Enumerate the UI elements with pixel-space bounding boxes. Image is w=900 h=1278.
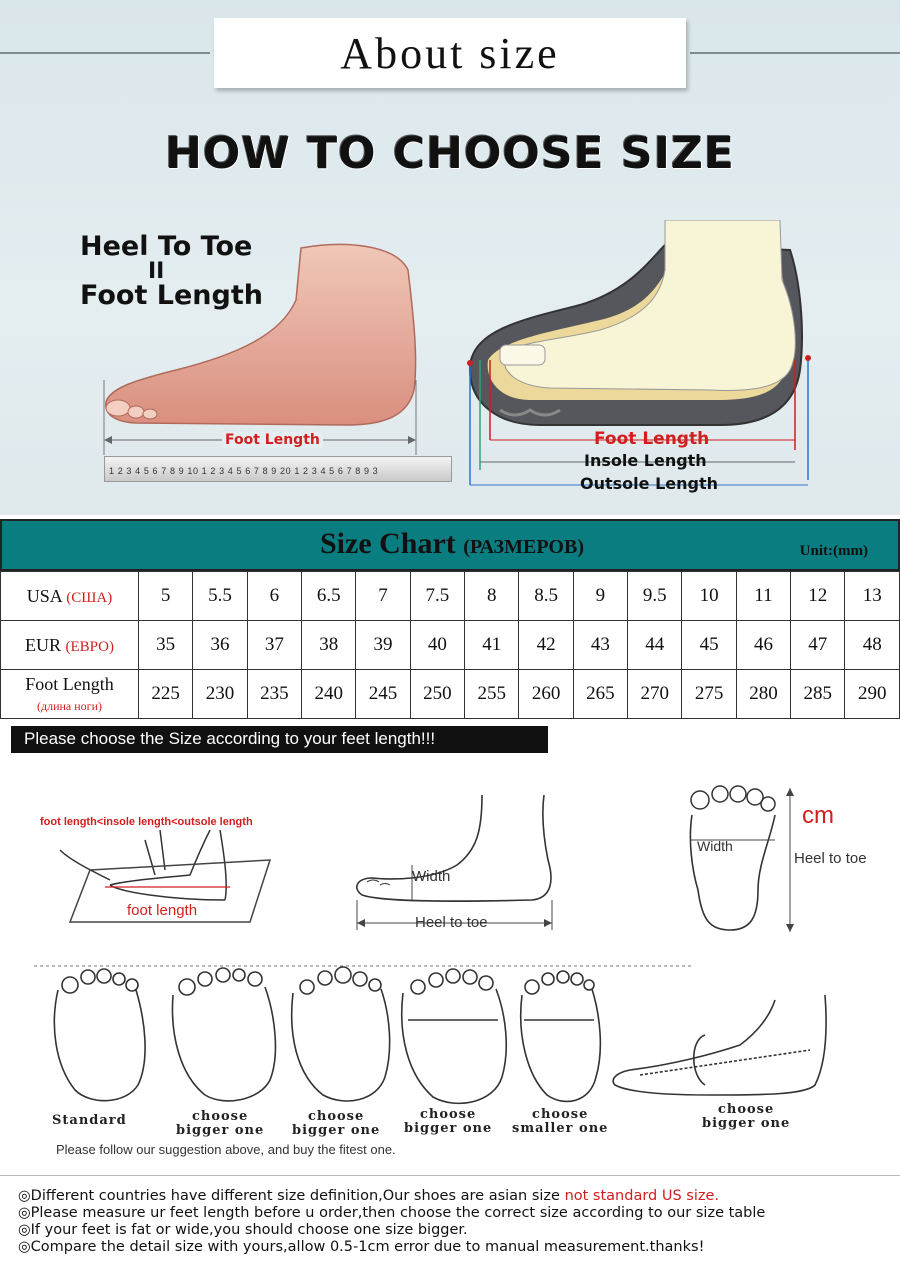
size-cell: 285 (791, 670, 845, 719)
bare-foot-illustration (96, 240, 426, 455)
size-cell: 35 (139, 621, 193, 670)
size-row-label-text: EUR (24, 634, 61, 655)
heel-to-toe-label: Heel to toe (415, 914, 488, 931)
cm-label: cm (802, 802, 834, 829)
size-row (1, 670, 900, 719)
size-cell: 44 (628, 621, 682, 670)
note-3: ◎If your feet is fat or wide,you should choose one size bigger. (18, 1222, 468, 1238)
size-cell: 8.5 (519, 572, 573, 621)
size-cell: 36 (193, 621, 247, 670)
size-cell: 5.5 (193, 572, 247, 621)
divider-line (690, 52, 900, 54)
size-cell: 48 (845, 621, 900, 670)
size-cell: 270 (628, 670, 682, 719)
foot-length-label: Foot Length (222, 432, 323, 448)
note-3-text: If your feet is fat or wide,you should choose one size bigger. (30, 1222, 468, 1238)
size-cell: 7.5 (410, 572, 464, 621)
width-sole-label: Width (697, 838, 733, 854)
foot-type-caption (176, 1110, 264, 1138)
foot-length-text: Foot Length (80, 280, 263, 312)
size-cell: 40 (410, 621, 464, 670)
size-row (1, 572, 900, 621)
note-2-text: Please measure ur feet length before u order,then choose the correct size according to our size table (30, 1205, 766, 1221)
size-cell: 250 (410, 670, 464, 719)
size-cell: 37 (247, 621, 301, 670)
foot-type-caption-line1: Standard (52, 1113, 127, 1128)
choose-size-banner: Please choose the Size according to your feet length!!! (11, 726, 548, 753)
foot-type-caption-line1: choose (717, 1102, 775, 1117)
how-to-choose-title: HOW TO CHOOSE SIZE (165, 128, 735, 179)
size-cell: 39 (356, 621, 410, 670)
size-cell: 275 (682, 670, 736, 719)
foot-type-caption-line1: choose (191, 1109, 249, 1124)
note-2: ◎Please measure ur feet length before u order,then choose the correct size according to our size table (18, 1205, 766, 1221)
unit-label: Unit:(mm) (799, 543, 868, 559)
size-cell: 260 (519, 670, 573, 719)
size-cell: 290 (845, 670, 900, 719)
equals-sign: II (148, 258, 165, 284)
foot-type-caption-line1: choose (307, 1109, 365, 1124)
foot-type-caption-line2: bigger one (176, 1123, 265, 1138)
size-chart-title-ru: (РАЗМЕРОВ) (463, 536, 584, 558)
size-cell: 240 (302, 670, 356, 719)
size-cell: 230 (193, 670, 247, 719)
size-cell: 8 (465, 572, 519, 621)
foot-type-caption (404, 1108, 492, 1136)
size-cell: 13 (845, 572, 900, 621)
size-cell: 5 (139, 572, 193, 621)
how-to-section (0, 0, 900, 515)
size-chart-header (0, 519, 900, 571)
size-cell: 280 (736, 670, 790, 719)
feet-types-drawing (40, 965, 860, 1110)
foot-standard (54, 969, 145, 1101)
ruler: 1 2 3 4 5 6 7 8 9 10 1 2 3 4 5 6 7 8 9 20 1 2 3 4 5 6 7 8 9 3 (104, 456, 452, 482)
size-cell: 12 (791, 572, 845, 621)
foot-type-caption-line2: bigger one (292, 1123, 381, 1138)
note-4: ◎Compare the detail size with yours,allow 0.5-1cm error due to manual measurement.thanks! (18, 1239, 705, 1255)
divider-line (0, 52, 210, 54)
size-row-label-ru: (ЕВРО) (65, 638, 114, 655)
foot-type-caption (702, 1103, 790, 1131)
heel-to-toe-text: Heel To Toe (80, 231, 253, 262)
size-cell: 11 (736, 572, 790, 621)
size-chart-title (2, 527, 900, 561)
size-cell: 6.5 (302, 572, 356, 621)
size-cell: 7 (356, 572, 410, 621)
foot-type-caption-line1: choose (419, 1107, 477, 1122)
heel-to-toe-sole-label: Heel to toe (794, 850, 867, 867)
size-cell: 47 (791, 621, 845, 670)
size-cell: 225 (139, 670, 193, 719)
foot-type-caption (292, 1110, 380, 1138)
note-1: ◎Different countries have different size definition,Our shoes are asian size not standard US size. (18, 1188, 720, 1204)
outsole-length-label: Outsole Length (580, 474, 718, 493)
note-1-highlight: not standard US size. (564, 1188, 720, 1204)
size-cell: 43 (573, 621, 627, 670)
size-table (0, 571, 900, 719)
size-row-label-ru: (длина ноги) (36, 699, 103, 713)
size-cell: 45 (682, 621, 736, 670)
length-comparison-text: foot length<insole length<outsole length (40, 816, 253, 828)
size-cell: 6 (247, 572, 301, 621)
note-4-text: Compare the detail size with yours,allow 0.5-1cm error due to manual measurement.thanks! (30, 1239, 705, 1255)
size-cell: 41 (465, 621, 519, 670)
note-1-text: Different countries have different size definition,Our shoes are asian size (30, 1188, 565, 1204)
size-cell: 42 (519, 621, 573, 670)
foot-type-caption-line2: bigger one (404, 1121, 493, 1136)
size-chart-title-text: Size Chart (319, 527, 456, 560)
shoe-foot-length-label: Foot Length (594, 429, 710, 449)
size-cell: 10 (682, 572, 736, 621)
insole-length-label: Insole Length (584, 451, 707, 470)
size-cell: 235 (247, 670, 301, 719)
size-cell: 46 (736, 621, 790, 670)
width-label: Width (412, 868, 451, 885)
size-row-label-text: Foot Length (25, 674, 114, 694)
size-cell: 9.5 (628, 572, 682, 621)
foot-type-caption (512, 1108, 608, 1136)
size-cell: 255 (465, 670, 519, 719)
foot-type-caption-line1: choose (532, 1107, 589, 1122)
size-row-label-text: USA (26, 585, 62, 606)
size-cell: 9 (573, 572, 627, 621)
size-row-label-ru: (США) (66, 589, 113, 606)
foot-type-caption-line2: bigger one (702, 1116, 791, 1131)
suggestion-text: Please follow our suggestion above, and buy the fitest one. (56, 1142, 396, 1157)
divider (0, 1175, 900, 1176)
size-row (1, 621, 900, 670)
foot-length-guide-label: foot length (127, 902, 198, 919)
size-chart (0, 519, 900, 719)
about-size-heading: About size (214, 18, 686, 88)
foot-type-caption (52, 1114, 127, 1128)
size-cell: 265 (573, 670, 627, 719)
size-row-label (1, 670, 139, 719)
foot-type-caption-line2: smaller one (512, 1121, 609, 1136)
size-row-label (1, 572, 139, 621)
size-notes (18, 1188, 765, 1256)
size-cell: 245 (356, 670, 410, 719)
size-cell: 38 (302, 621, 356, 670)
size-row-label (1, 621, 139, 670)
